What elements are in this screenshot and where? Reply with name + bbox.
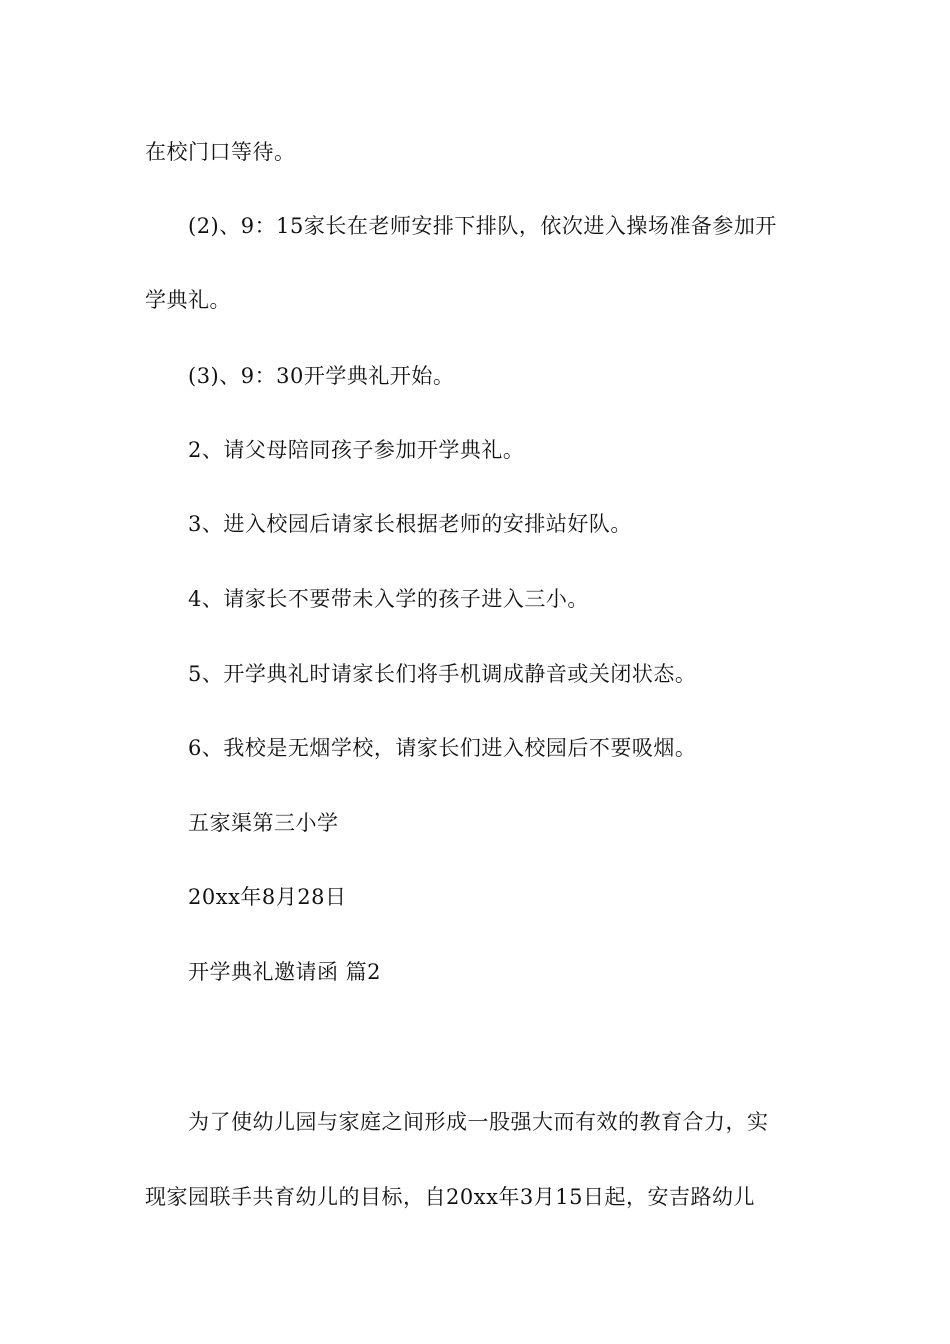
paragraph-line: 现家园联手共育幼儿的目标，自20xx年3月15日起，安吉路幼儿 <box>145 1185 755 1209</box>
list-item: 2、请父母陪同孩子参加开学典礼。 <box>188 438 525 462</box>
list-item: 3、进入校园后请家长根据老师的安排站好队。 <box>188 512 632 536</box>
list-item: 5、开学典礼时请家长们将手机调成静音或关闭状态。 <box>188 662 697 686</box>
paragraph-line: 学典礼。 <box>145 288 231 312</box>
signature-school: 五家渠第三小学 <box>188 811 339 835</box>
paragraph-line: 在校门口等待。 <box>145 140 296 164</box>
paragraph-line: (3)、9：30开学典礼开始。 <box>188 364 455 388</box>
signature-date: 20xx年8月28日 <box>188 885 347 909</box>
list-item: 4、请家长不要带未入学的孩子进入三小。 <box>188 587 589 611</box>
paragraph-line: (2)、9：15家长在老师安排下排队，依次进入操场准备参加开 <box>188 214 777 238</box>
section-heading: 开学典礼邀请函 篇2 <box>188 960 382 984</box>
paragraph-line: 为了使幼儿园与家庭之间形成一股强大而有效的教育合力，实 <box>188 1110 769 1134</box>
list-item: 6、我校是无烟学校，请家长们进入校园后不要吸烟。 <box>188 736 697 760</box>
